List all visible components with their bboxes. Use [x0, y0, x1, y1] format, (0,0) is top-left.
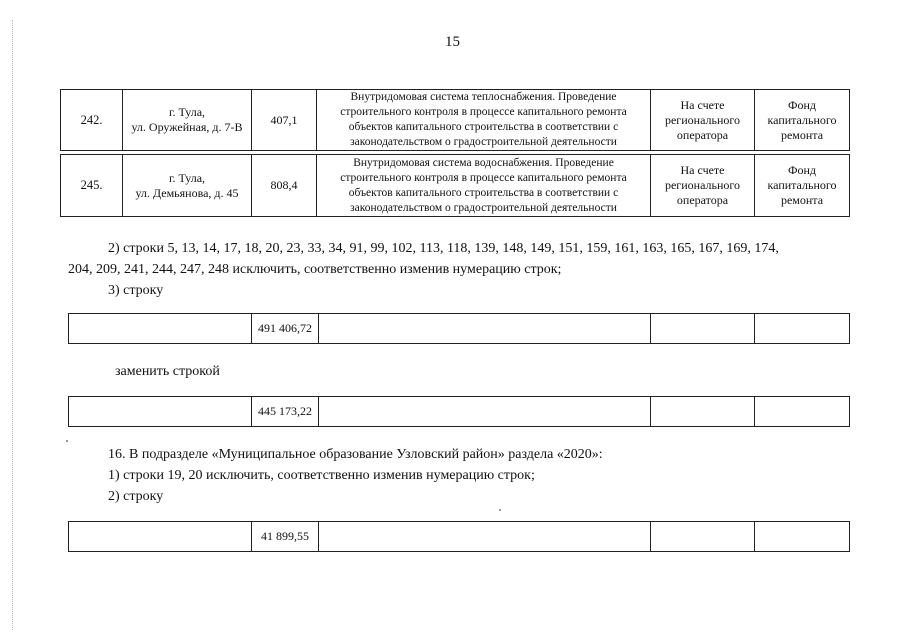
- paragraph-2-line-1: 2) строки 5, 13, 14, 17, 18, 20, 23, 33, 34, 91, 99, 102, 113, 118, 139, 148, 149, 151, 159, 161, 163, 165, 167, 169, 174,: [108, 241, 779, 256]
- work-line: Внутридомовая система водоснабжения. Проведение: [353, 156, 614, 169]
- empty-cell: [69, 397, 252, 427]
- method-line: На счете: [680, 97, 725, 112]
- total-amount: 445 173,22: [252, 397, 319, 427]
- address-cell: [123, 90, 252, 151]
- fund-line: ремонта: [780, 127, 824, 142]
- replace-with-label: заменить строкой: [115, 364, 220, 379]
- address-city: г. Тула,: [168, 170, 206, 185]
- section-16-item-1: 1) строки 19, 20 исключить, соответственно изменив нумерацию строк;: [108, 468, 535, 483]
- address-city: г. Тула,: [168, 105, 206, 119]
- work-line: объектов капитального строительства в соответствии с: [348, 186, 619, 199]
- empty-cell: [319, 522, 651, 552]
- section-16-heading: 16. В подразделе «Муниципальное образование Узловский район» раздела «2020»:: [108, 447, 603, 462]
- empty-cell: [69, 522, 252, 552]
- table-row: [60, 89, 850, 151]
- address-street: ул. Демьянова, д. 45: [135, 185, 239, 200]
- empty-cell: [319, 397, 651, 427]
- table-row: [60, 154, 850, 217]
- empty-cell: [319, 314, 651, 344]
- scan-margin-marks: [12, 20, 13, 630]
- work-line: строительного контроля в процессе капитального ремонта: [340, 106, 627, 118]
- fund-line: Фонд: [787, 163, 816, 177]
- empty-cell: [755, 314, 850, 344]
- section-16-item-2: 2) строку: [108, 489, 164, 504]
- row-number: 242.: [61, 90, 123, 151]
- method-line: регионального: [664, 112, 741, 127]
- account-method: [651, 90, 755, 151]
- fund-line: капитального: [767, 112, 837, 127]
- method-line: регионального: [664, 178, 741, 192]
- empty-cell: [651, 522, 755, 552]
- account-method: [651, 155, 755, 217]
- area-cell: 808,4: [252, 155, 317, 217]
- fund-source: [755, 90, 850, 151]
- page-number: 15: [445, 34, 460, 50]
- table-row: [68, 313, 850, 344]
- table-row: [68, 521, 850, 552]
- method-line: оператора: [676, 127, 729, 142]
- fund-line: капитального: [767, 178, 837, 192]
- table-row: [68, 396, 850, 427]
- fund-source: [755, 155, 850, 217]
- work-description: [317, 155, 651, 217]
- scan-speck: [66, 440, 68, 442]
- work-line: Внутридомовая система теплоснабжения. Проведение: [350, 91, 617, 103]
- fund-line: ремонта: [780, 193, 824, 207]
- work-description: [317, 90, 651, 151]
- fund-line: Фонд: [787, 97, 816, 112]
- work-line: законодательством о градостроительной деятельности: [350, 136, 617, 148]
- work-line: законодательством о градостроительной деятельности: [350, 201, 617, 214]
- empty-cell: [651, 397, 755, 427]
- method-line: оператора: [676, 193, 729, 207]
- total-amount: 491 406,72: [252, 314, 319, 344]
- work-line: строительного контроля в процессе капитального ремонта: [340, 171, 627, 184]
- work-line: объектов капитального строительства в соответствии с: [348, 121, 619, 133]
- empty-cell: [755, 397, 850, 427]
- empty-cell: [69, 314, 252, 344]
- paragraph-2-line-2: 204, 209, 241, 244, 247, 248 исключить, соответственно изменив нумерацию строк;: [68, 262, 562, 277]
- paragraph-3: 3) строку: [108, 283, 164, 298]
- row-number: 245.: [61, 155, 123, 217]
- area-cell: 407,1: [252, 90, 317, 151]
- address-cell: [123, 155, 252, 217]
- total-amount: 41 899,55: [252, 522, 319, 552]
- scan-speck: [499, 509, 501, 511]
- method-line: На счете: [680, 163, 725, 177]
- empty-cell: [651, 314, 755, 344]
- address-street: ул. Оружейная, д. 7-В: [131, 120, 243, 134]
- empty-cell: [755, 522, 850, 552]
